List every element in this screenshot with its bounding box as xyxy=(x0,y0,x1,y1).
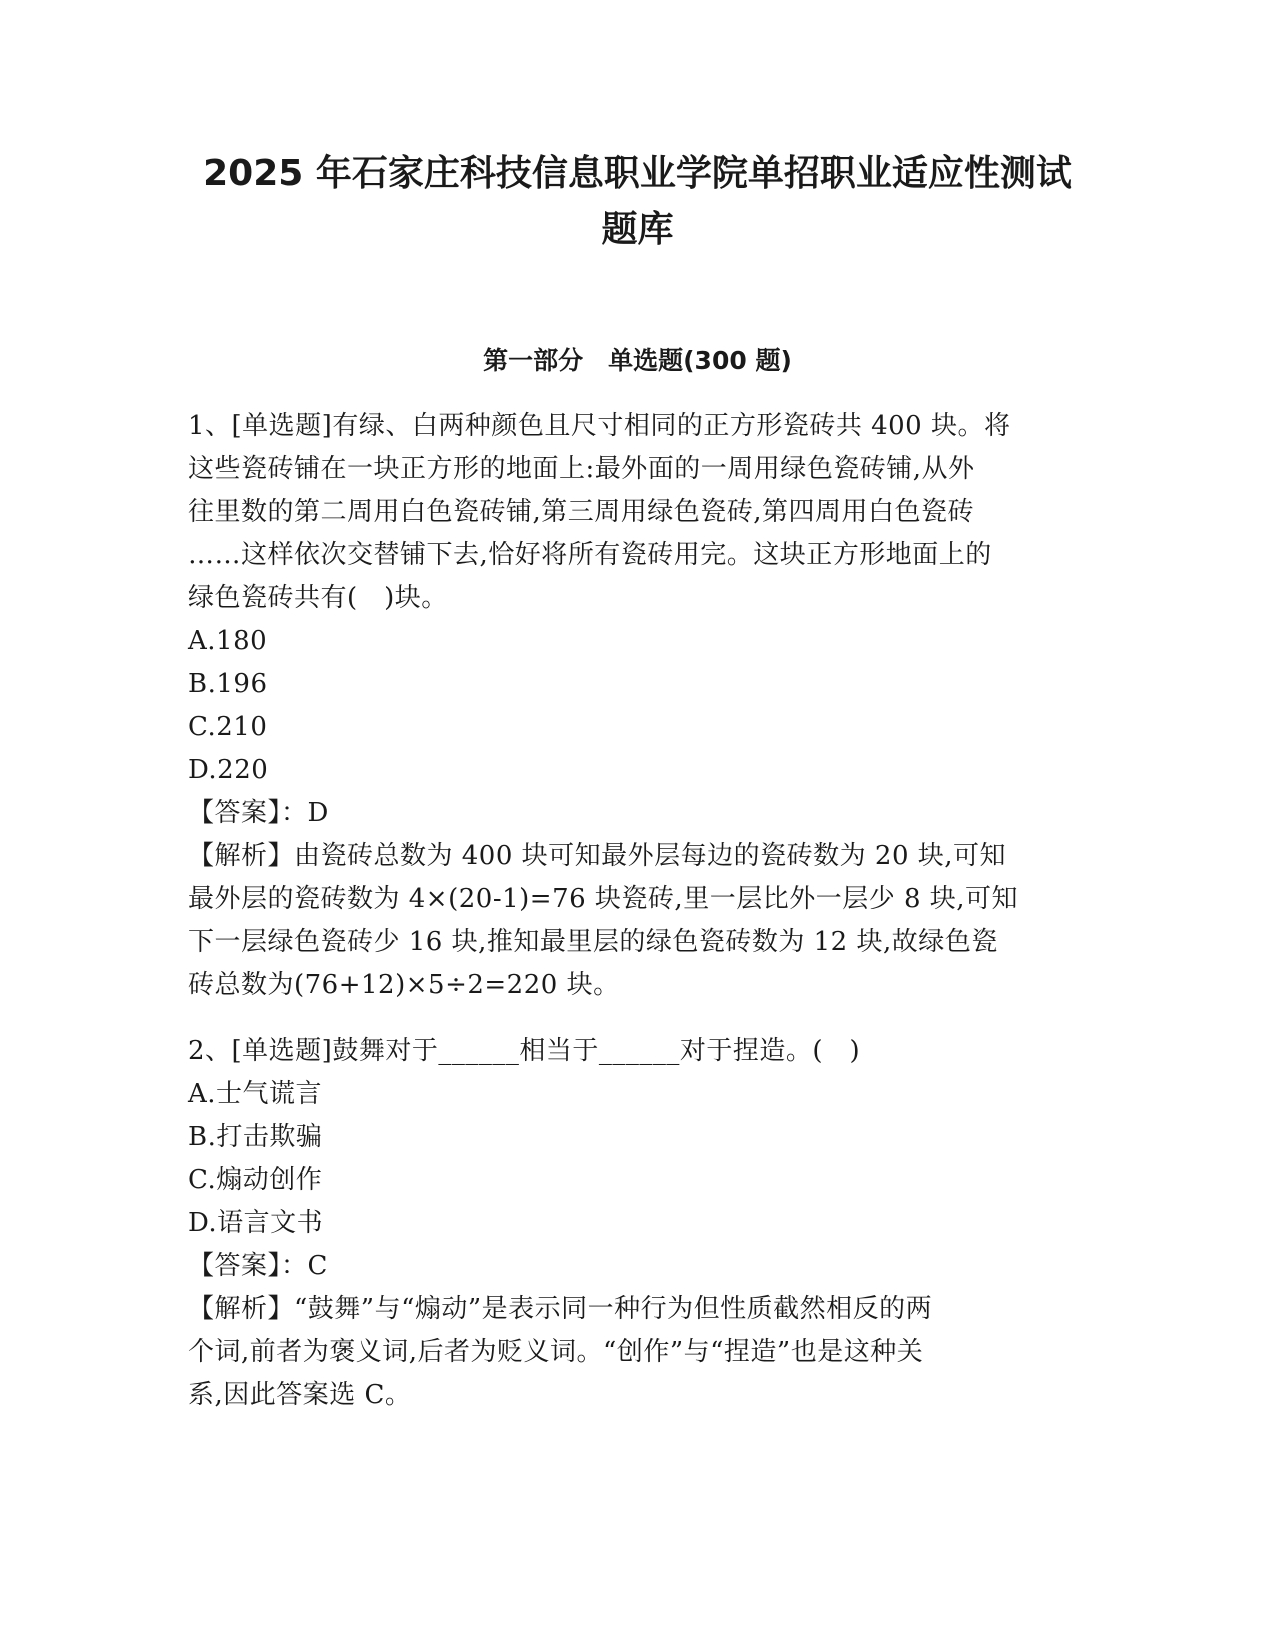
option-d: D.220 xyxy=(188,755,269,785)
analysis-line: 【解析】由瓷砖总数为 400 块可知最外层每边的瓷砖数为 20 块,可知 xyxy=(188,841,1007,871)
analysis-line: 最外层的瓷砖数为 4×(20-1)=76 块瓷砖,里一层比外一层少 8 块,可知 xyxy=(188,884,1019,914)
question-block-2 xyxy=(188,1030,1088,1417)
option-c: C.210 xyxy=(188,712,268,742)
option-b: B.196 xyxy=(188,669,268,699)
title-line-2: 题库 xyxy=(601,209,674,250)
question-stem-line: 往里数的第二周用白色瓷砖铺,第三周用绿色瓷砖,第四周用白色瓷砖 xyxy=(188,497,975,527)
option-c: C.煽动创作 xyxy=(188,1165,323,1195)
analysis-line: 【解析】“鼓舞”与“煽动”是表示同一种行为但性质截然相反的两 xyxy=(188,1294,933,1324)
analysis-line: 砖总数为(76+12)×5÷2=220 块。 xyxy=(188,970,620,1000)
section-heading: 第一部分 单选题(300 题) xyxy=(483,346,792,375)
question-stem-line: 绿色瓷砖共有( )块。 xyxy=(188,583,448,613)
title-line-1: 2025 年石家庄科技信息职业学院单招职业适应性测试 xyxy=(203,153,1072,194)
question-stem-line: 2、[单选题]鼓舞对于______相当于______对于捏造。( ) xyxy=(188,1036,861,1066)
option-b: B.打击欺骗 xyxy=(188,1122,323,1152)
answer: 【答案】：D xyxy=(188,798,329,828)
option-a: A.士气谎言 xyxy=(188,1079,323,1109)
analysis-line: 个词,前者为褒义词,后者为贬义词。“创作”与“捏造”也是这种关 xyxy=(188,1337,924,1367)
option-a: A.180 xyxy=(188,626,268,656)
question-stem-line: 1、[单选题]有绿、白两种颜色且尺寸相同的正方形瓷砖共 400 块。将 xyxy=(188,411,1011,441)
question-block-1 xyxy=(188,405,1088,1007)
option-d: D.语言文书 xyxy=(188,1208,324,1238)
analysis-line: 下一层绿色瓷砖少 16 块,推知最里层的绿色瓷砖数为 12 块,故绿色瓷 xyxy=(188,927,998,957)
analysis-line: 系,因此答案选 C。 xyxy=(188,1380,412,1410)
question-stem-line: ……这样依次交替铺下去,恰好将所有瓷砖用完。这块正方形地面上的 xyxy=(188,540,992,570)
document-title xyxy=(180,146,1095,258)
answer: 【答案】：C xyxy=(188,1251,328,1281)
question-stem-line: 这些瓷砖铺在一块正方形的地面上:最外面的一周用绿色瓷砖铺,从外 xyxy=(188,454,975,484)
